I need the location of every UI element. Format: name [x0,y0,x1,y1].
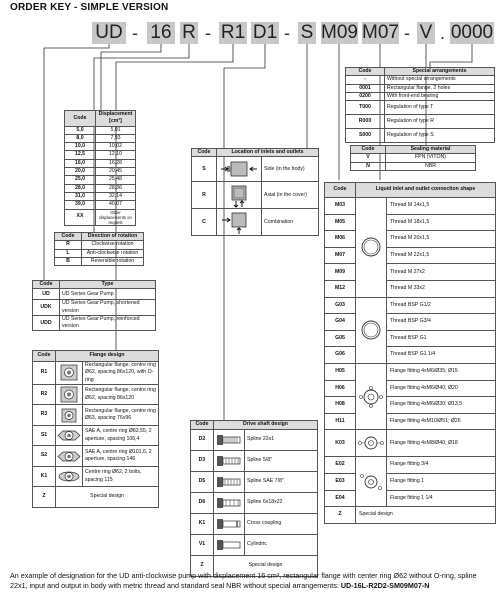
code-box-type: UD [92,22,126,44]
code-box-seal: V [417,22,435,44]
spline-shaft-icon [214,430,245,451]
code-box-outlet: M07 [362,22,399,43]
code-box-rotation: R [180,22,198,44]
spline-shaft-icon [214,451,245,472]
centre-ring-flange-icon [56,466,83,487]
code-box-flange: R1 [220,22,246,43]
connection-shape-table: Code Liquid inlet and outlet connection shape M03 Thread M 14x1,5 M05 Thread M 18x1,5 M06 Thread M 20x1,5 M07 Thread M 22x1,5 M09 Thread M 27x2 M12 Thread M 33x2 G03 Thread BSP G1/2 G04 Thread BSP G3/4 G05 Thread BSP G1 G06 Thread BSP G1 1/4 H05 Flange fitting 4xM6/Ø35; Ø15 H06 Flange fitting 4xM6/Ø40; Ø20 H08 Flange fitting 4xM6/Ø30; Ø13,5 H11 Flange fitting 4xM10/Ø51; Ø26 K03 Flange fitting 4xM8/Ø40; Ø18 E02 Flange fitting 3/4 E03 Flange fitting 1 E04 Flange fitting 1 1/4 Z Special design [324,182,496,524]
page-header: ORDER KEY - SIMPLE VERSION [10,2,169,13]
rectangular-flange-icon [56,362,83,385]
designation-example: An example of designation for the UD anti-clockwise pump with displacement 16 cm³, rectangular flange with center ring Ø62 without O-ring, spline 22x1, input and output in body with metric thread and standard seal NBR without special arrangements: UD-16L-R2D2-SM09M07-N [10,571,477,590]
location-table: Code Location of inlets and outlets S Side (in the body) R Axial (in the cover) C Combination [191,148,319,236]
spline-shaft-icon [214,493,245,514]
side-port-icon [217,157,262,182]
flange-fitting-icon [356,430,387,457]
flange-fitting-icon [356,457,387,507]
code-box-location: S [298,22,316,44]
example-code: UD-16L-R2D2-SM09M07-N [340,580,430,590]
code-box-inlet: M09 [321,22,358,43]
rectangular-flange-icon [56,384,83,405]
code-box-special: 0000 [450,22,494,43]
code-box-shaft: D1 [252,22,278,43]
rotation-table: Code Direction of rotation R Clockwise rotation L Anti-clockwise rotation B Reversible rotation [54,232,144,266]
combination-port-icon [217,209,262,236]
sae-flange-icon [56,425,83,446]
flange-fitting-icon [356,363,387,429]
special-arrangements-table: Code Special arrangements - Without special arrangements 0001 Rectangular flange, 2 holes 0200 With front-end bearing T000 Regulation of type T R000 Regulation of type R S000 Regulation of type S [345,67,495,143]
spline-shaft-icon [214,472,245,493]
displacement-table: Code Displacement [cm³] 5,0 5,01 8,0 7,93 10,0 10,02 12,5 12,10 16,0 16,28 20,0 20,45 25,0 25,48 28,0 28,36 31,0 32,14 39,0 40,07 XX Other displacements on request [64,110,136,226]
sae-flange-icon [56,446,83,467]
drive-shaft-table: Code Drive shaft design D2 Spline 22x1 D3 Spline 5/8" D5 Spline SAE 7/8" D6 Spline 6x18x22 K1 Cross coupling V1 Cylindric Z Special design [190,420,318,577]
code-box-displacement: 16 [147,22,175,44]
flange-design-table: Code Flange design R1 Rectangular flange, centre ring Ø62, spacing 86x120, with O-ring R2 Rectangular flange, centre ring Ø62, spacing 86x120 R3 Rectangular flange, centre ring Ø63, spacing 76x96 S1 SAE A, centre ring Ø82,55, 2 aperture, spacing 106,4 S2 SAE A, centre ring Ø101,6, 2 aperture, spacing 146 K1 Centre ring Ø62, 2 bolts, spacing 115 Z Special design [32,350,159,508]
axial-port-icon [217,182,262,209]
bsp-thread-icon [356,297,387,363]
cylindric-shaft-icon [214,535,245,556]
metric-thread-icon [356,198,387,298]
rectangular-flange-icon [56,405,83,426]
sealing-material-table: Code Sealing material V FPN (VITON) N NBR [350,145,476,171]
cross-coupling-icon [214,514,245,535]
type-table: Code Type UD UD Series Gear Pump UDK UD Series Gear Pump, shortened version UDD UD Series Gear Pump, reinforced version [32,280,156,331]
